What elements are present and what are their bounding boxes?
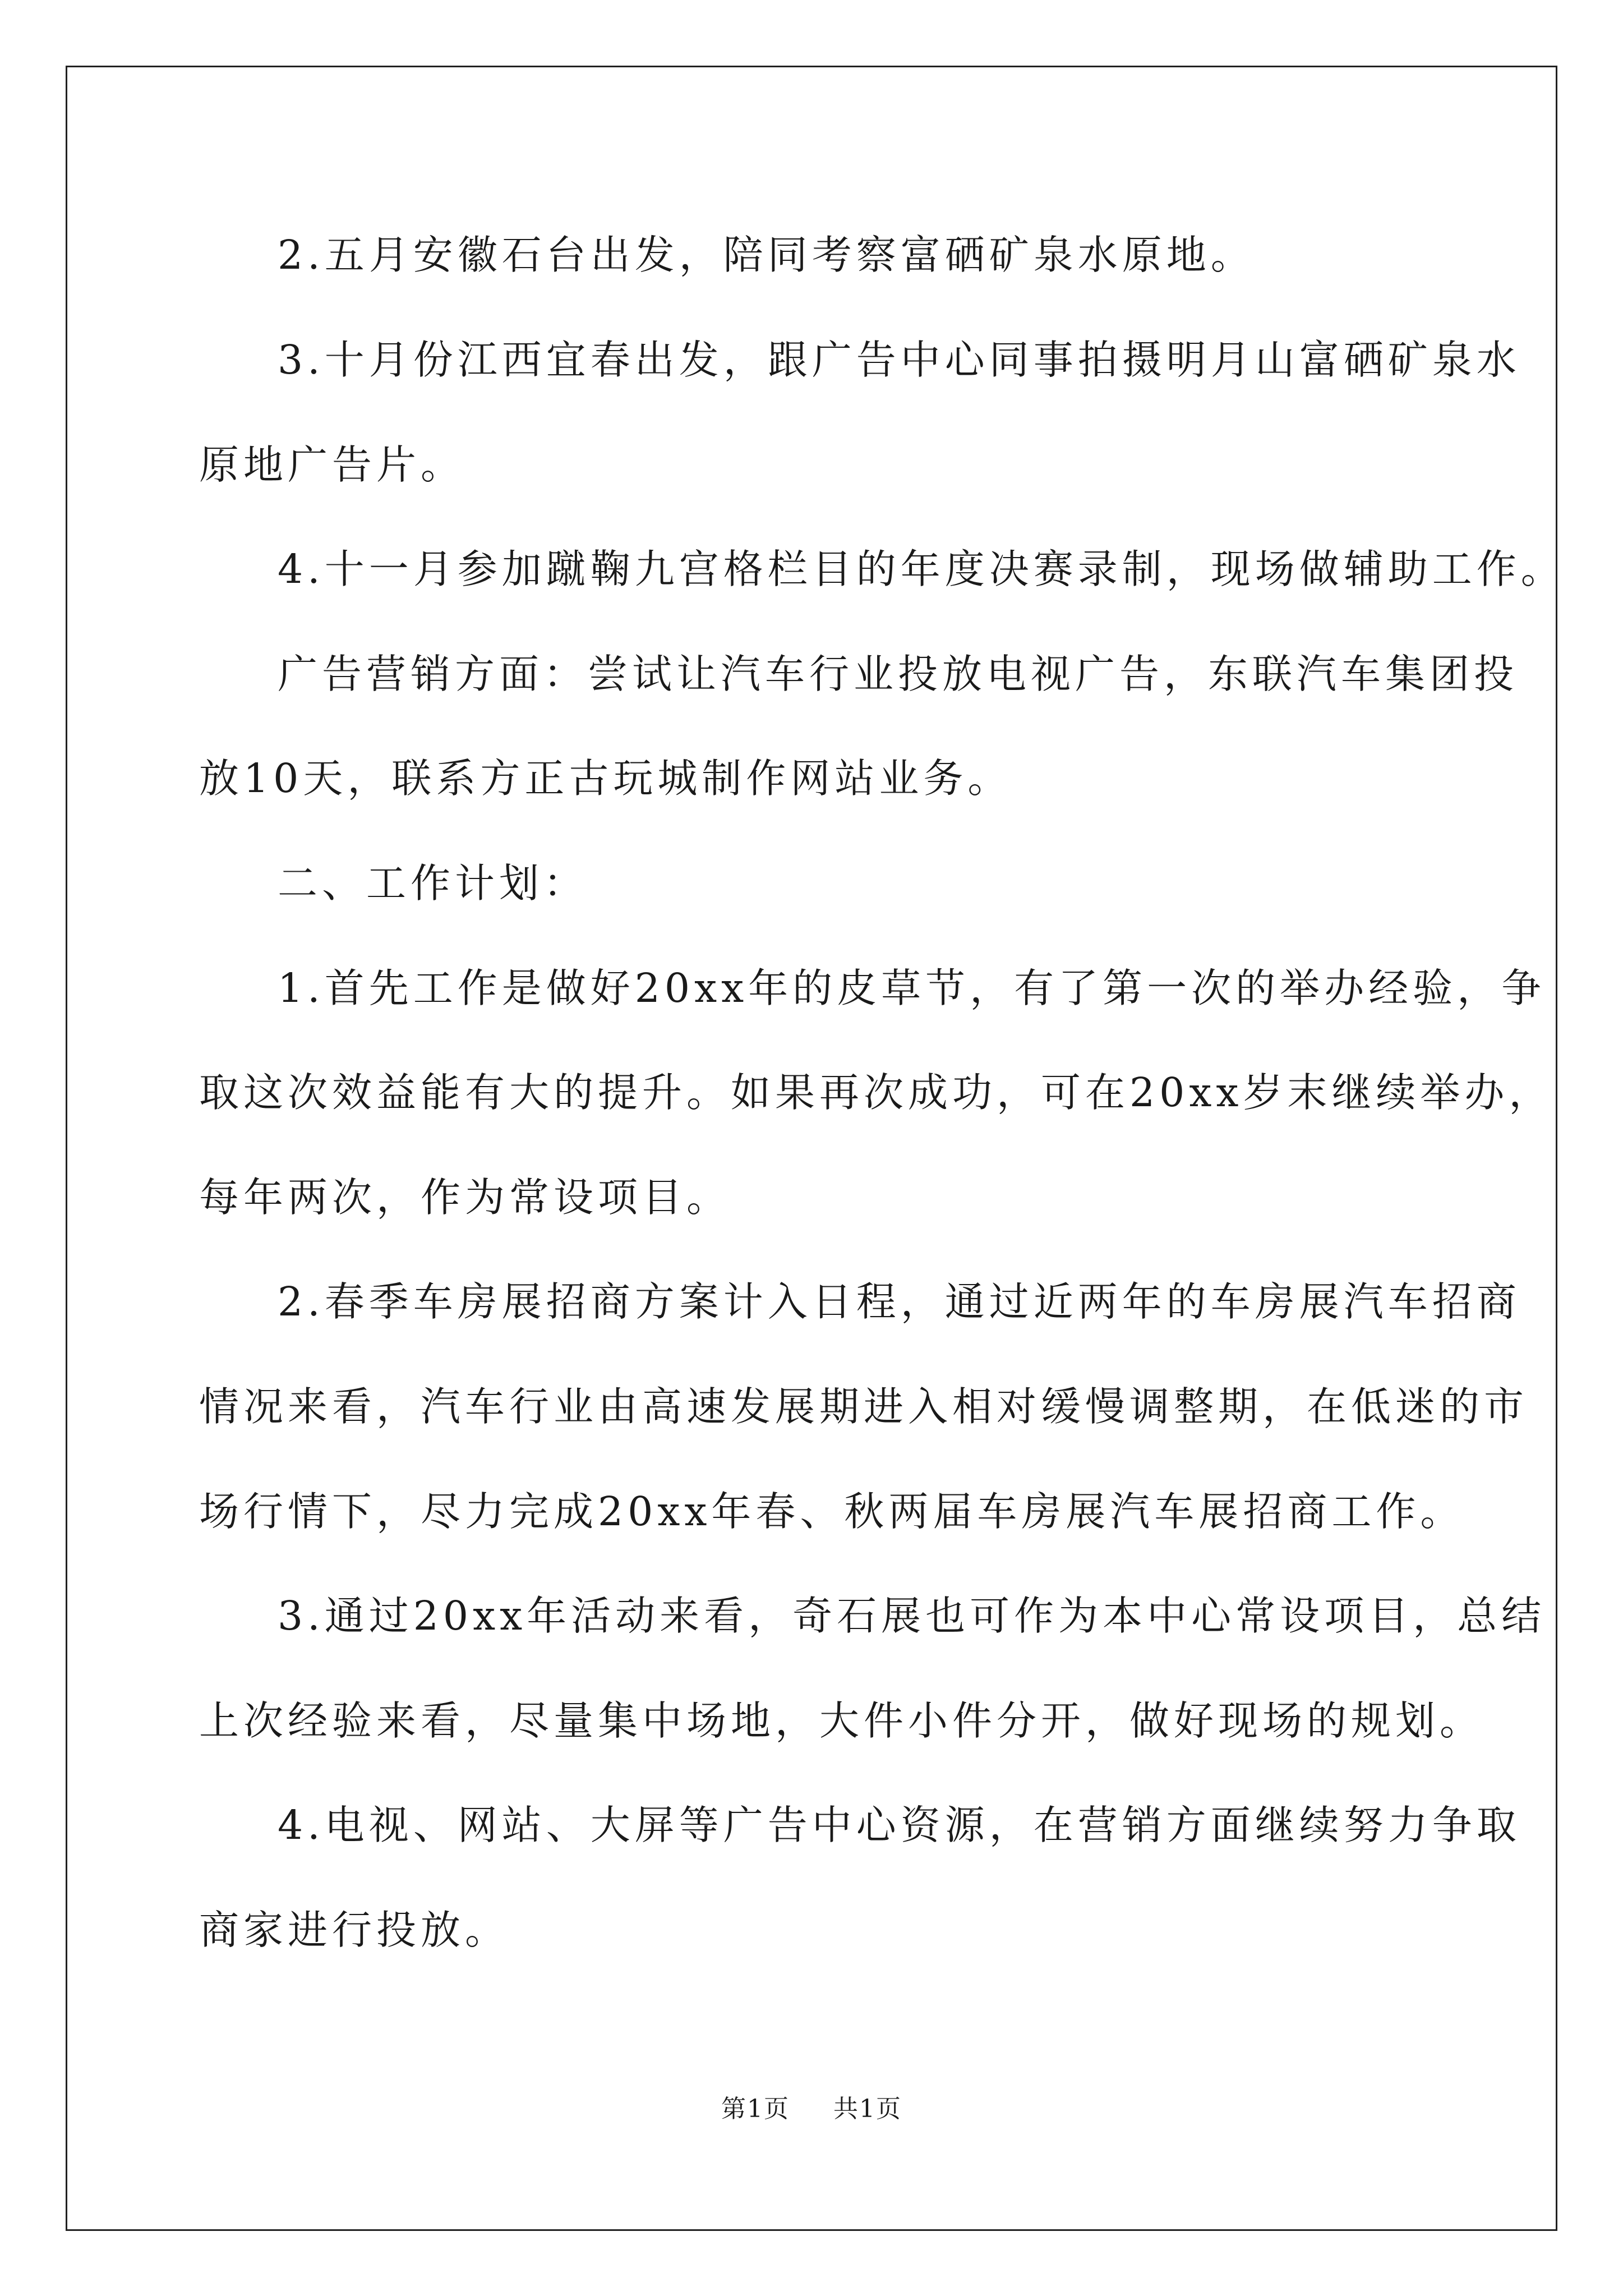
- page-footer: [0, 2092, 1623, 2126]
- paragraph-line: 广告营销方面：尝试让汽车行业投放电视广告，东联汽车集团投: [278, 651, 1519, 697]
- paragraph-line: 取这次效益能有大的提升。如果再次成功，可在20xx岁末继续举办，: [199, 1069, 1553, 1116]
- paragraph-line: 4.十一月参加蹴鞠九宫格栏目的年度决赛录制，现场做辅助工作。: [278, 546, 1565, 592]
- paragraph-line: 原地广告片。: [199, 441, 465, 488]
- paragraph-line: 3.十月份江西宜春出发，跟广告中心同事拍摄明月山富硒矿泉水: [278, 337, 1521, 383]
- paragraph-line: 情况来看，汽车行业由高速发展期进入相对缓慢调整期，在低迷的市: [199, 1383, 1529, 1430]
- paragraph-line: 放10天，联系方正古玩城制作网站业务。: [199, 755, 1012, 802]
- paragraph-line: 2.五月安徽石台出发，陪同考察富硒矿泉水原地。: [278, 232, 1255, 278]
- section-heading: 二、工作计划：: [278, 860, 588, 907]
- paragraph-line: 2.春季车房展招商方案计入日程，通过近两年的车房展汽车招商: [278, 1278, 1521, 1325]
- paragraph-line: 上次经验来看，尽量集中场地，大件小件分开，做好现场的规划。: [199, 1697, 1484, 1744]
- paragraph-line: 每年两次，作为常设项目。: [199, 1174, 731, 1221]
- paragraph-line: 1.首先工作是做好20xx年的皮草节，有了第一次的举办经验，争: [278, 965, 1546, 1011]
- page-number-total: 共1页: [833, 2095, 902, 2123]
- paragraph-line: 4.电视、网站、大屏等广告中心资源，在营销方面继续努力争取: [278, 1802, 1521, 1848]
- paragraph-line: 场行情下，尽力完成20xx年春、秋两届车房展汽车展招商工作。: [199, 1488, 1465, 1535]
- paragraph-line: 3.通过20xx年活动来看，奇石展也可作为本中心常设项目，总结: [278, 1593, 1546, 1639]
- paragraph-line: 商家进行投放。: [199, 1907, 510, 1953]
- page-number-current: 第1页: [721, 2095, 790, 2123]
